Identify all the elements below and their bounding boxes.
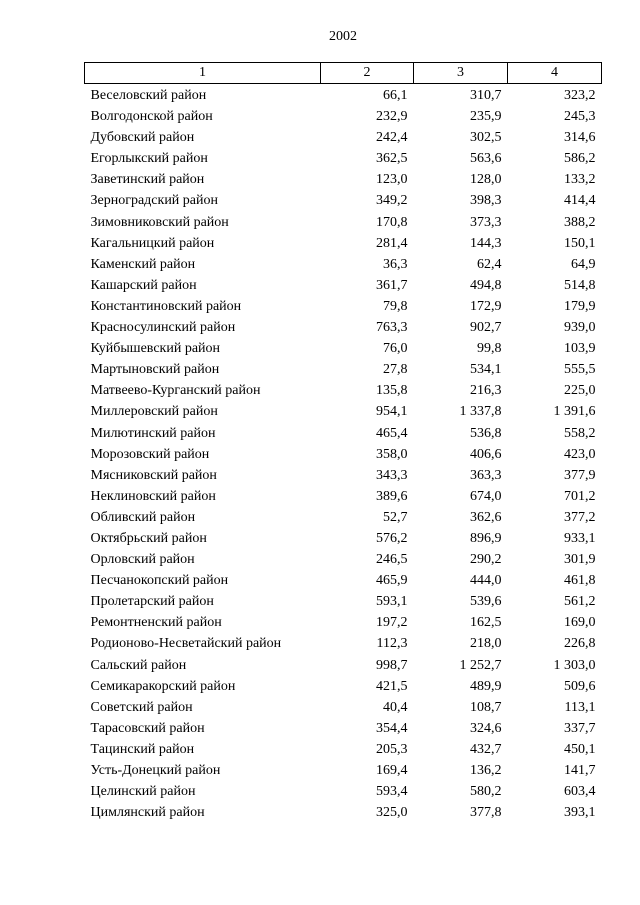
district-name-cell: Неклиновский район bbox=[90, 488, 216, 504]
value-col4-cell: 150,1 bbox=[564, 235, 596, 251]
value-col2-cell: 52,7 bbox=[383, 509, 408, 525]
value-col2-cell: 349,2 bbox=[376, 193, 408, 209]
value-col3-cell: 563,6 bbox=[470, 151, 502, 167]
value-col3-cell: 536,8 bbox=[470, 425, 502, 441]
table-row bbox=[85, 549, 602, 570]
value-col4-cell: 225,0 bbox=[564, 383, 596, 399]
value-col3-cell: 218,0 bbox=[470, 636, 502, 652]
data-table bbox=[84, 62, 602, 823]
value-col3-cell: 363,3 bbox=[470, 467, 502, 483]
district-name-cell: Милютинский район bbox=[90, 425, 216, 441]
value-col2-cell: 358,0 bbox=[376, 446, 408, 462]
value-col3-cell: 674,0 bbox=[470, 488, 502, 504]
value-col4-cell: 245,3 bbox=[564, 109, 596, 125]
value-col4-cell: 514,8 bbox=[564, 277, 596, 293]
value-col4-cell: 141,7 bbox=[564, 763, 596, 778]
district-name-cell: Дубовский район bbox=[90, 130, 195, 146]
value-col2-cell: 325,0 bbox=[376, 805, 408, 821]
value-col4-cell: 450,1 bbox=[564, 741, 596, 757]
value-col4-cell: 555,5 bbox=[564, 362, 596, 378]
value-col2-cell: 112,3 bbox=[376, 636, 408, 652]
value-col4-cell: 337,7 bbox=[564, 720, 596, 736]
district-name-cell: Мартыновский район bbox=[90, 362, 220, 378]
value-col2-cell: 123,0 bbox=[376, 172, 408, 188]
value-col3-cell: 136,2 bbox=[470, 763, 502, 778]
value-col4-cell: 323,2 bbox=[564, 88, 596, 103]
district-name-cell: Кагальницкий район bbox=[90, 235, 215, 251]
value-col2-cell: 361,7 bbox=[376, 277, 408, 293]
table-row bbox=[85, 591, 602, 612]
table-row bbox=[85, 380, 602, 401]
district-name-cell: Сальский район bbox=[90, 657, 187, 673]
table-row bbox=[85, 612, 602, 633]
value-col2-cell: 465,4 bbox=[376, 425, 408, 441]
district-name-cell: Зимовниковский район bbox=[90, 214, 229, 230]
value-col3-cell: 398,3 bbox=[470, 193, 502, 209]
district-name-cell: Семикаракорский район bbox=[90, 678, 236, 694]
value-col2-cell: 421,5 bbox=[376, 678, 408, 694]
value-col2-cell: 354,4 bbox=[376, 720, 408, 736]
district-name-cell: Советский район bbox=[90, 699, 193, 715]
value-col3-cell: 290,2 bbox=[470, 552, 502, 568]
value-col4-cell: 393,1 bbox=[564, 805, 596, 821]
district-name-cell: Морозовский район bbox=[90, 446, 210, 462]
value-col2-cell: 389,6 bbox=[376, 488, 408, 504]
value-col4-cell: 1 391,6 bbox=[553, 404, 596, 420]
value-col3-cell: 580,2 bbox=[470, 784, 502, 800]
district-name-cell: Ремонтненский район bbox=[90, 615, 222, 631]
value-col2-cell: 954,1 bbox=[376, 404, 408, 420]
value-col2-cell: 197,2 bbox=[376, 615, 408, 631]
value-col3-cell: 1 252,7 bbox=[459, 657, 502, 673]
value-col3-cell: 494,8 bbox=[470, 277, 502, 293]
value-col3-cell: 172,9 bbox=[470, 298, 502, 314]
table-row bbox=[85, 212, 602, 233]
district-name-cell: Орловский район bbox=[90, 552, 195, 568]
value-col2-cell: 576,2 bbox=[376, 530, 408, 546]
value-col4-cell: 179,9 bbox=[564, 298, 596, 314]
table-row bbox=[85, 570, 602, 591]
value-col3-cell: 373,3 bbox=[470, 214, 502, 230]
value-col4-cell: 103,9 bbox=[564, 341, 596, 357]
district-name-cell: Каменский район bbox=[90, 256, 196, 272]
value-col3-cell: 362,6 bbox=[470, 509, 502, 525]
value-col2-cell: 40,4 bbox=[383, 699, 408, 715]
value-col4-cell: 314,6 bbox=[564, 130, 596, 146]
value-col4-cell: 133,2 bbox=[564, 172, 596, 188]
page-number: 2002 bbox=[329, 29, 357, 44]
value-col2-cell: 135,8 bbox=[376, 383, 408, 399]
value-col3-cell: 144,3 bbox=[470, 235, 502, 251]
table-row bbox=[85, 528, 602, 549]
table-row bbox=[85, 359, 602, 380]
value-col2-cell: 593,4 bbox=[376, 784, 408, 800]
value-col4-cell: 388,2 bbox=[564, 214, 596, 230]
value-col2-cell: 76,0 bbox=[383, 341, 408, 357]
value-col2-cell: 465,9 bbox=[376, 573, 408, 589]
value-col3-cell: 302,5 bbox=[470, 130, 502, 146]
district-name-cell: Пролетарский район bbox=[90, 594, 214, 610]
table-row bbox=[85, 655, 602, 676]
value-col4-cell: 414,4 bbox=[564, 193, 596, 209]
table-row bbox=[85, 148, 602, 169]
table-row bbox=[85, 718, 602, 739]
table-row bbox=[85, 296, 602, 317]
header-row bbox=[85, 63, 602, 84]
district-name-cell: Миллеровский район bbox=[90, 404, 218, 420]
district-name-cell: Заветинский район bbox=[90, 172, 205, 188]
value-col4-cell: 586,2 bbox=[564, 151, 596, 167]
value-col2-cell: 79,8 bbox=[383, 298, 408, 314]
value-col3-cell: 162,5 bbox=[470, 615, 502, 631]
district-name-cell: Тацинский район bbox=[90, 741, 195, 757]
value-col4-cell: 64,9 bbox=[571, 256, 596, 272]
value-col2-cell: 170,8 bbox=[376, 214, 408, 230]
table-row bbox=[85, 169, 602, 190]
district-name-cell: Октябрьский район bbox=[90, 530, 207, 546]
value-col4-cell: 423,0 bbox=[564, 446, 596, 462]
table-row bbox=[85, 507, 602, 528]
value-col3-cell: 128,0 bbox=[470, 172, 502, 188]
value-col2-cell: 246,5 bbox=[376, 552, 408, 568]
table-row bbox=[85, 802, 602, 823]
value-col4-cell: 1 303,0 bbox=[553, 657, 596, 673]
value-col3-cell: 406,6 bbox=[470, 446, 502, 462]
value-col4-cell: 701,2 bbox=[564, 488, 596, 504]
value-col4-cell: 509,6 bbox=[564, 678, 596, 694]
value-col4-cell: 933,1 bbox=[564, 530, 596, 546]
district-name-cell: Мясниковский район bbox=[90, 467, 217, 483]
value-col4-cell: 226,8 bbox=[564, 636, 596, 652]
value-col3-cell: 216,3 bbox=[470, 383, 502, 399]
value-col2-cell: 232,9 bbox=[376, 109, 408, 125]
value-col3-cell: 377,8 bbox=[470, 805, 502, 821]
value-col2-cell: 169,4 bbox=[376, 763, 408, 778]
value-col3-cell: 534,1 bbox=[470, 362, 502, 378]
value-col3-cell: 896,9 bbox=[470, 530, 502, 546]
value-col3-cell: 539,6 bbox=[470, 594, 502, 610]
table-row bbox=[85, 317, 602, 338]
value-col4-cell: 461,8 bbox=[564, 573, 596, 589]
value-col4-cell: 558,2 bbox=[564, 425, 596, 441]
table-row bbox=[85, 127, 602, 148]
district-name-cell: Родионово-Несветайский район bbox=[90, 636, 282, 652]
value-col3-cell: 1 337,8 bbox=[459, 404, 502, 420]
value-col4-cell: 939,0 bbox=[564, 320, 596, 336]
district-name-cell: Волгодонской район bbox=[90, 109, 213, 125]
value-col2-cell: 998,7 bbox=[376, 657, 408, 673]
table-row bbox=[85, 676, 602, 697]
column-header-4: 4 bbox=[508, 63, 602, 84]
value-col4-cell: 603,4 bbox=[564, 784, 596, 800]
district-name-cell: Обливский район bbox=[90, 509, 196, 525]
column-header-1: 1 bbox=[85, 63, 321, 84]
table-row bbox=[85, 465, 602, 486]
table-row bbox=[85, 106, 602, 127]
district-name-cell: Кашарский район bbox=[90, 277, 197, 293]
table-row bbox=[85, 275, 602, 296]
value-col2-cell: 27,8 bbox=[383, 362, 408, 378]
value-col4-cell: 113,1 bbox=[564, 699, 596, 715]
table-row bbox=[85, 444, 602, 465]
district-name-cell: Егорлыкский район bbox=[90, 151, 208, 167]
table-row bbox=[85, 254, 602, 275]
value-col3-cell: 310,7 bbox=[470, 88, 502, 103]
value-col2-cell: 281,4 bbox=[376, 235, 408, 251]
value-col4-cell: 377,2 bbox=[564, 509, 596, 525]
district-name-cell: Веселовский район bbox=[90, 88, 207, 103]
district-name-cell: Куйбышевский район bbox=[90, 341, 221, 357]
table-row bbox=[85, 423, 602, 444]
table-row bbox=[85, 233, 602, 254]
value-col2-cell: 242,4 bbox=[376, 130, 408, 146]
table-header bbox=[85, 63, 602, 84]
column-header-3: 3 bbox=[414, 63, 508, 84]
value-col3-cell: 62,4 bbox=[477, 256, 502, 272]
value-col2-cell: 36,3 bbox=[383, 256, 408, 272]
table-row bbox=[85, 190, 602, 211]
district-name-cell: Тарасовский район bbox=[90, 720, 205, 736]
table-row bbox=[85, 633, 602, 654]
table-row bbox=[85, 739, 602, 760]
value-col4-cell: 377,9 bbox=[564, 467, 596, 483]
value-col3-cell: 99,8 bbox=[477, 341, 502, 357]
table-row bbox=[85, 486, 602, 507]
district-name-cell: Усть-Донецкий район bbox=[90, 763, 221, 778]
table-body bbox=[85, 84, 602, 824]
table-row bbox=[85, 760, 602, 781]
table-row bbox=[85, 697, 602, 718]
value-col3-cell: 444,0 bbox=[470, 573, 502, 589]
column-header-2: 2 bbox=[321, 63, 414, 84]
value-col4-cell: 169,0 bbox=[564, 615, 596, 631]
district-name-cell: Цимлянский район bbox=[90, 805, 205, 821]
value-col2-cell: 362,5 bbox=[376, 151, 408, 167]
value-col2-cell: 343,3 bbox=[376, 467, 408, 483]
table-row bbox=[85, 338, 602, 359]
value-col3-cell: 324,6 bbox=[470, 720, 502, 736]
value-col3-cell: 235,9 bbox=[470, 109, 502, 125]
value-col4-cell: 301,9 bbox=[564, 552, 596, 568]
value-col3-cell: 902,7 bbox=[470, 320, 502, 336]
district-name-cell: Матвеево-Курганский район bbox=[90, 383, 261, 399]
district-name-cell: Красносулинский район bbox=[90, 320, 236, 336]
value-col2-cell: 593,1 bbox=[376, 594, 408, 610]
district-name-cell: Зерноградский район bbox=[90, 193, 218, 209]
table-row bbox=[85, 84, 602, 107]
value-col2-cell: 763,3 bbox=[376, 320, 408, 336]
value-col2-cell: 205,3 bbox=[376, 741, 408, 757]
table-row bbox=[85, 401, 602, 422]
value-col3-cell: 489,9 bbox=[470, 678, 502, 694]
value-col3-cell: 108,7 bbox=[470, 699, 502, 715]
value-col4-cell: 561,2 bbox=[564, 594, 596, 610]
value-col3-cell: 432,7 bbox=[470, 741, 502, 757]
district-name-cell: Песчанокопский район bbox=[90, 573, 229, 589]
table-row bbox=[85, 781, 602, 802]
value-col2-cell: 66,1 bbox=[383, 88, 408, 103]
district-name-cell: Константиновский район bbox=[90, 298, 242, 314]
district-name-cell: Целинский район bbox=[90, 784, 196, 800]
